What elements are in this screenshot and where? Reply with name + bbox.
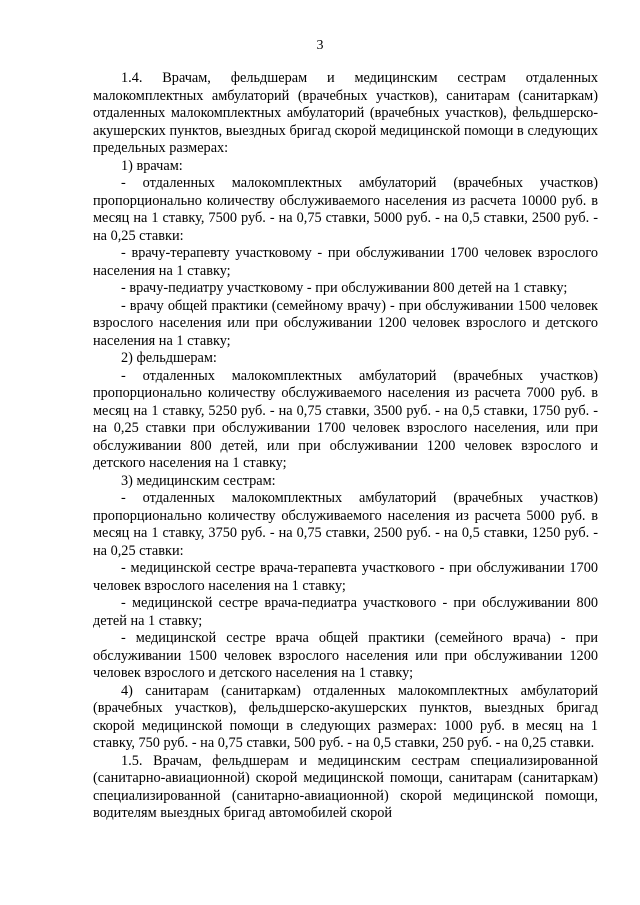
paragraph-nurse-general-practice: - медицинской сестре врача общей практики (семейного врача) - при обслуживании 1500 человек взрослого населения или при обслуживании 1200 человек взрослого и детского населения на 1 ставку; xyxy=(93,630,598,681)
paragraph-paramedics-heading: 2) фельдшерам: xyxy=(121,350,217,366)
paragraph-nurses-heading: 3) медицинским сестрам: xyxy=(121,472,276,489)
paragraph-doctors-heading: 1) врачам: xyxy=(121,157,183,174)
paragraph-doctors-rates: - отдаленных малокомплектных амбулаторий (врачебных участков) пропорционально количеству обслуживаемого населения из расчета 10000 руб. в месяц на 1 ставку, 7500 руб. - на 0,75 ставки, 5000 руб. - на 0,5 ставки, 2500 руб. - на 0,25 ставки: xyxy=(93,175,598,244)
paragraph-nurse-pediatrician: - медицинской сестре врача-педиатра участкового - при обслуживании 800 детей на 1 ставку; xyxy=(93,595,598,629)
paragraph-orderlies: 4) санитарам (санитаркам) отдаленных малокомплектных амбулаторий (врачебных участков), фельдшерско-акушерских пунктов, выездных бригад скорой медицинской помощи в следующих размерах: 1000 руб. в месяц на 1 ставку, 750 руб. - на 0,75 ставки, 500 руб. - на 0,5 ставки, 250 руб. - на 0,25 ставки. xyxy=(93,682,598,751)
paragraph-nurse-therapist: - медицинской сестре врача-терапевта участкового - при обслуживании 1700 человек взрослого населения на 1 ставку; xyxy=(93,560,598,594)
paragraph-paramedics-rates: - отдаленных малокомплектных амбулаторий (врачебных участков) пропорционально количеству обслуживаемого населения из расчета 7000 руб. в месяц на 1 ставку, 5250 руб. - на 0,75 ставки, 3500 руб. - на 0,5 ставки, 1750 руб. - на 0,25 ставки при обслуживании 1700 человек взрослого населения, или при обслуживании 800 детей, или при обслуживании 1200 человек взрослого и детского населения на 1 ставку; xyxy=(93,367,598,471)
paragraph-pediatrician: - врачу-педиатру участковому - при обслуживании 800 детей на 1 ставку; xyxy=(121,280,568,296)
paragraph-1-5: 1.5. Врачам, фельдшерам и медицинским сестрам специализированной (санитарно-авиационной) скорой медицинской помощи, санитарам (санитаркам) специализированной (санитарно-авиационной) скорой медицинской помощи, водителям выездных бригад автомобилей скорой xyxy=(93,752,598,821)
paragraph-1-4: 1.4. Врачам, фельдшерам и медицинским сестрам отдаленных малокомплектных амбулаторий (врачебных участков), санитарам (санитаркам) отдаленных малокомплектных амбулаторий (врачебных участков), фельдшерско-акушерских пунктов, выездных бригад скорой медицинской помощи в следующих предельных размерах: xyxy=(93,70,598,156)
paragraph-general-practitioner: - врачу общей практики (семейному врачу) - при обслуживании 1500 человек взрослого населения или при обслуживании 1200 человек взрослого и детского населения на 1 ставку; xyxy=(93,297,598,349)
document-body xyxy=(93,70,598,823)
paragraph-nurses-rates: - отдаленных малокомплектных амбулаторий (врачебных участков) пропорционально количеству обслуживаемого населения из расчета 5000 руб. в месяц на 1 ставку, 3750 руб. - на 0,75 ставки, 2500 руб. - на 0,5 ставки, 1250 руб. - на 0,25 ставки: xyxy=(93,490,598,559)
paragraph-therapist: - врачу-терапевту участковому - при обслуживании 1700 человек взрослого населения на 1 ставку; xyxy=(93,245,598,279)
page-number: 3 xyxy=(316,38,324,53)
